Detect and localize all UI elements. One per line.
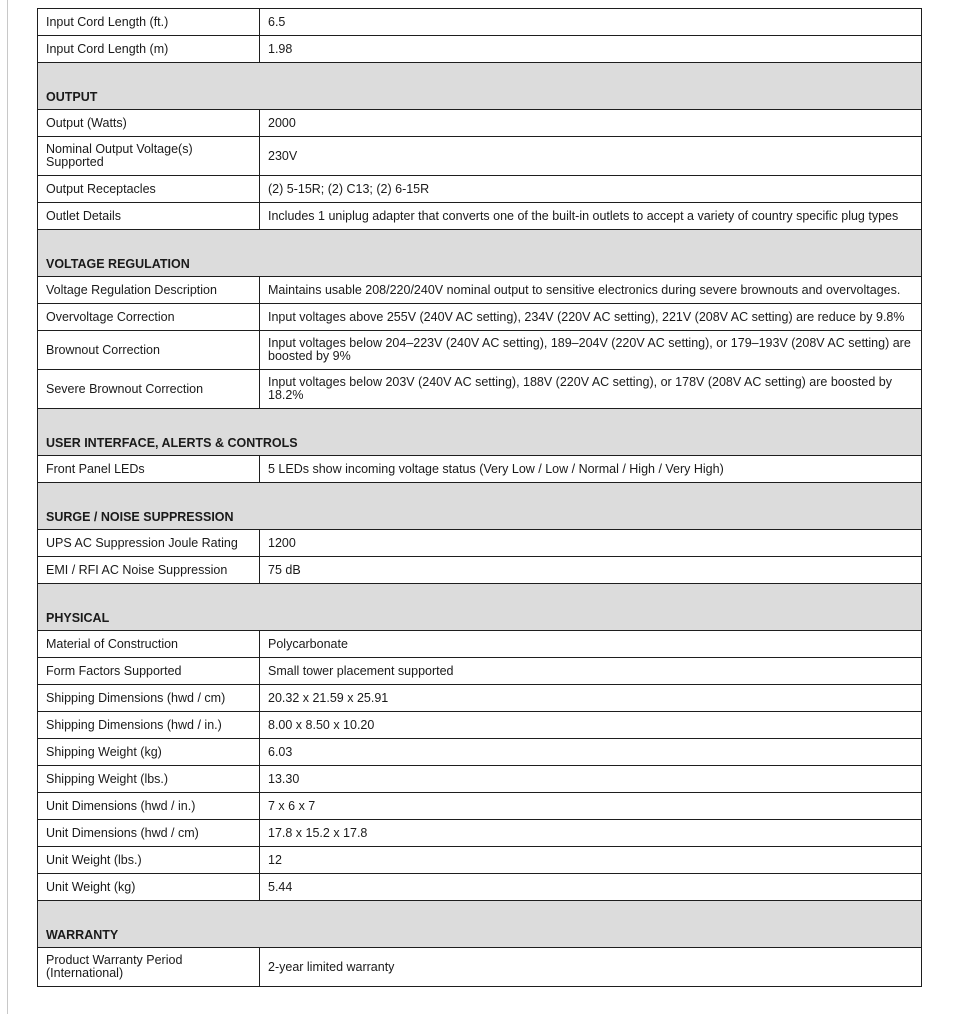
spec-label: Shipping Dimensions (hwd / in.)	[38, 712, 260, 739]
spec-value: Polycarbonate	[260, 631, 922, 658]
spec-value: Input voltages below 204–223V (240V AC setting), 189–204V (220V AC setting), or 179–193V (208V AC setting) are boosted by 9%	[260, 331, 922, 370]
section-header-row	[38, 483, 922, 530]
section-title: PHYSICAL	[38, 584, 922, 631]
spec-value: Input voltages above 255V (240V AC setting), 234V (220V AC setting), 221V (208V AC setting) are reduce by 9.8%	[260, 304, 922, 331]
spec-label: Unit Dimensions (hwd / in.)	[38, 793, 260, 820]
spec-label: Form Factors Supported	[38, 658, 260, 685]
page-edge-rule	[7, 0, 8, 1014]
section-title: USER INTERFACE, ALERTS & CONTROLS	[38, 409, 922, 456]
spec-row	[38, 631, 922, 658]
spec-row	[38, 304, 922, 331]
spec-label: Front Panel LEDs	[38, 456, 260, 483]
section-title: WARRANTY	[38, 901, 922, 948]
spec-row	[38, 370, 922, 409]
spec-row	[38, 712, 922, 739]
spec-value: (2) 5-15R; (2) C13; (2) 6-15R	[260, 176, 922, 203]
spec-value: 75 dB	[260, 557, 922, 584]
spec-value: 12	[260, 847, 922, 874]
section-title: OUTPUT	[38, 63, 922, 110]
spec-label: Outlet Details	[38, 203, 260, 230]
spec-row	[38, 739, 922, 766]
spec-table	[37, 8, 922, 987]
spec-label: Severe Brownout Correction	[38, 370, 260, 409]
spec-value: 17.8 x 15.2 x 17.8	[260, 820, 922, 847]
spec-row	[38, 456, 922, 483]
spec-value: 2000	[260, 110, 922, 137]
spec-row	[38, 557, 922, 584]
spec-row	[38, 766, 922, 793]
spec-value: 13.30	[260, 766, 922, 793]
spec-label: Output Receptacles	[38, 176, 260, 203]
spec-label: Shipping Weight (kg)	[38, 739, 260, 766]
spec-row	[38, 277, 922, 304]
spec-table-body	[38, 9, 922, 987]
spec-row	[38, 685, 922, 712]
section-header-row	[38, 63, 922, 110]
spec-value: 1.98	[260, 36, 922, 63]
spec-row	[38, 658, 922, 685]
spec-row	[38, 110, 922, 137]
spec-label: Overvoltage Correction	[38, 304, 260, 331]
spec-label: Shipping Dimensions (hwd / cm)	[38, 685, 260, 712]
spec-value: Maintains usable 208/220/240V nominal output to sensitive electronics during severe brownouts and overvoltages.	[260, 277, 922, 304]
spec-label: Voltage Regulation Description	[38, 277, 260, 304]
section-header-row	[38, 230, 922, 277]
spec-label: Input Cord Length (m)	[38, 36, 260, 63]
spec-label: Nominal Output Voltage(s) Supported	[38, 137, 260, 176]
spec-value: 230V	[260, 137, 922, 176]
spec-label: Input Cord Length (ft.)	[38, 9, 260, 36]
spec-value: 8.00 x 8.50 x 10.20	[260, 712, 922, 739]
section-header-row	[38, 584, 922, 631]
spec-label: UPS AC Suppression Joule Rating	[38, 530, 260, 557]
spec-label: Unit Weight (lbs.)	[38, 847, 260, 874]
spec-value: Includes 1 uniplug adapter that converts one of the built-in outlets to accept a variety of country specific plug types	[260, 203, 922, 230]
spec-value: 1200	[260, 530, 922, 557]
spec-value: 20.32 x 21.59 x 25.91	[260, 685, 922, 712]
spec-row	[38, 176, 922, 203]
spec-row	[38, 36, 922, 63]
spec-label: EMI / RFI AC Noise Suppression	[38, 557, 260, 584]
spec-row	[38, 847, 922, 874]
spec-label: Brownout Correction	[38, 331, 260, 370]
spec-row	[38, 874, 922, 901]
spec-row	[38, 820, 922, 847]
spec-row	[38, 331, 922, 370]
spec-row	[38, 137, 922, 176]
spec-row	[38, 793, 922, 820]
spec-row	[38, 530, 922, 557]
section-header-row	[38, 409, 922, 456]
spec-row	[38, 948, 922, 987]
spec-value: 6.03	[260, 739, 922, 766]
section-title: VOLTAGE REGULATION	[38, 230, 922, 277]
spec-value: 5 LEDs show incoming voltage status (Very Low / Low / Normal / High / Very High)	[260, 456, 922, 483]
spec-value: 5.44	[260, 874, 922, 901]
section-title: SURGE / NOISE SUPPRESSION	[38, 483, 922, 530]
spec-value: 6.5	[260, 9, 922, 36]
spec-label: Unit Dimensions (hwd / cm)	[38, 820, 260, 847]
spec-value: 7 x 6 x 7	[260, 793, 922, 820]
spec-label: Product Warranty Period (International)	[38, 948, 260, 987]
spec-value: Input voltages below 203V (240V AC setting), 188V (220V AC setting), or 178V (208V AC setting) are boosted by 18.2%	[260, 370, 922, 409]
spec-value: Small tower placement supported	[260, 658, 922, 685]
spec-row	[38, 203, 922, 230]
spec-value: 2-year limited warranty	[260, 948, 922, 987]
spec-label: Unit Weight (kg)	[38, 874, 260, 901]
spec-row	[38, 9, 922, 36]
spec-label: Material of Construction	[38, 631, 260, 658]
spec-label: Shipping Weight (lbs.)	[38, 766, 260, 793]
spec-label: Output (Watts)	[38, 110, 260, 137]
section-header-row	[38, 901, 922, 948]
